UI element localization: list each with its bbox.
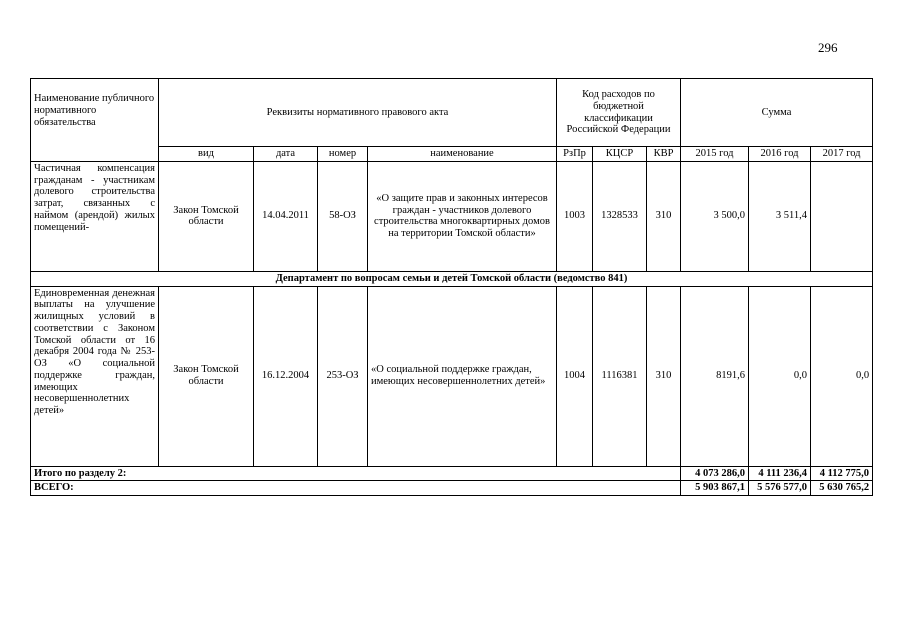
row-date: 16.12.2004 — [254, 286, 318, 466]
total-2017: 4 112 775,0 — [811, 466, 873, 481]
row-2016: 0,0 — [749, 286, 811, 466]
row-kvr: 310 — [647, 286, 681, 466]
row-kcsr: 1328533 — [593, 161, 647, 271]
total-2016: 4 111 236,4 — [749, 466, 811, 481]
row-2017: 0,0 — [811, 286, 873, 466]
header-rzpr: РзПр — [557, 147, 593, 162]
header-requisites: Реквизиты нормативного правового акта — [159, 79, 557, 147]
row-name: Частичная компенсация гражданам - участникам долевого строительства затрат, связанных с наймом (арендой) жилых помещений- — [31, 161, 159, 271]
row-2015: 3 500,0 — [681, 161, 749, 271]
header-row-main — [31, 79, 873, 147]
row-kvr: 310 — [647, 161, 681, 271]
row-number: 58-ОЗ — [318, 161, 368, 271]
header-2016: 2016 год — [749, 147, 811, 162]
row-date: 14.04.2011 — [254, 161, 318, 271]
total-label: Итого по разделу 2: — [31, 466, 681, 481]
grand-total-2016: 5 576 577,0 — [749, 481, 811, 496]
total-row — [31, 466, 873, 481]
row-kcsr: 1116381 — [593, 286, 647, 466]
header-kcsr: КЦСР — [593, 147, 647, 162]
grand-total-2015: 5 903 867,1 — [681, 481, 749, 496]
row-name: Единовременная денежная выплаты на улучшение жилищных условий в соответствии с Законом Томской области от 16 декабря 2004 года № 253-ОЗ «О социальной поддержке граждан, имеющих несовершеннолетних детей» — [31, 286, 159, 466]
department-heading: Департамент по вопросам семьи и детей Томской области (ведомство 841) — [31, 271, 873, 286]
header-title: наименование — [368, 147, 557, 162]
row-2017 — [811, 161, 873, 271]
header-code: Код расходов по бюджетной классификации Российской Федерации — [557, 79, 681, 147]
page-number: 296 — [818, 40, 838, 55]
row-2015: 8191,6 — [681, 286, 749, 466]
header-kvr: КВР — [647, 147, 681, 162]
row-vid: Закон Томской области — [159, 161, 254, 271]
row-rzpr: 1004 — [557, 286, 593, 466]
table-row — [31, 161, 873, 271]
header-sum: Сумма — [681, 79, 873, 147]
row-title: «О социальной поддержке граждан, имеющих несовершеннолетних детей» — [368, 286, 557, 466]
grand-total-label: ВСЕГО: — [31, 481, 681, 496]
header-2017: 2017 год — [811, 147, 873, 162]
table-row — [31, 286, 873, 466]
row-title: «О защите прав и законных интересов граждан - участников долевого строительства многоквартирных домов на территории Томской области» — [368, 161, 557, 271]
header-vid: вид — [159, 147, 254, 162]
grand-total-row — [31, 481, 873, 496]
department-row — [31, 271, 873, 286]
obligations-table — [30, 78, 873, 496]
row-2016: 3 511,4 — [749, 161, 811, 271]
header-date: дата — [254, 147, 318, 162]
header-name: Наименование публичного нормативного обязательства — [31, 79, 159, 162]
row-vid: Закон Томской области — [159, 286, 254, 466]
total-2015: 4 073 286,0 — [681, 466, 749, 481]
header-number: номер — [318, 147, 368, 162]
grand-total-2017: 5 630 765,2 — [811, 481, 873, 496]
row-number: 253-ОЗ — [318, 286, 368, 466]
row-rzpr: 1003 — [557, 161, 593, 271]
header-2015: 2015 год — [681, 147, 749, 162]
